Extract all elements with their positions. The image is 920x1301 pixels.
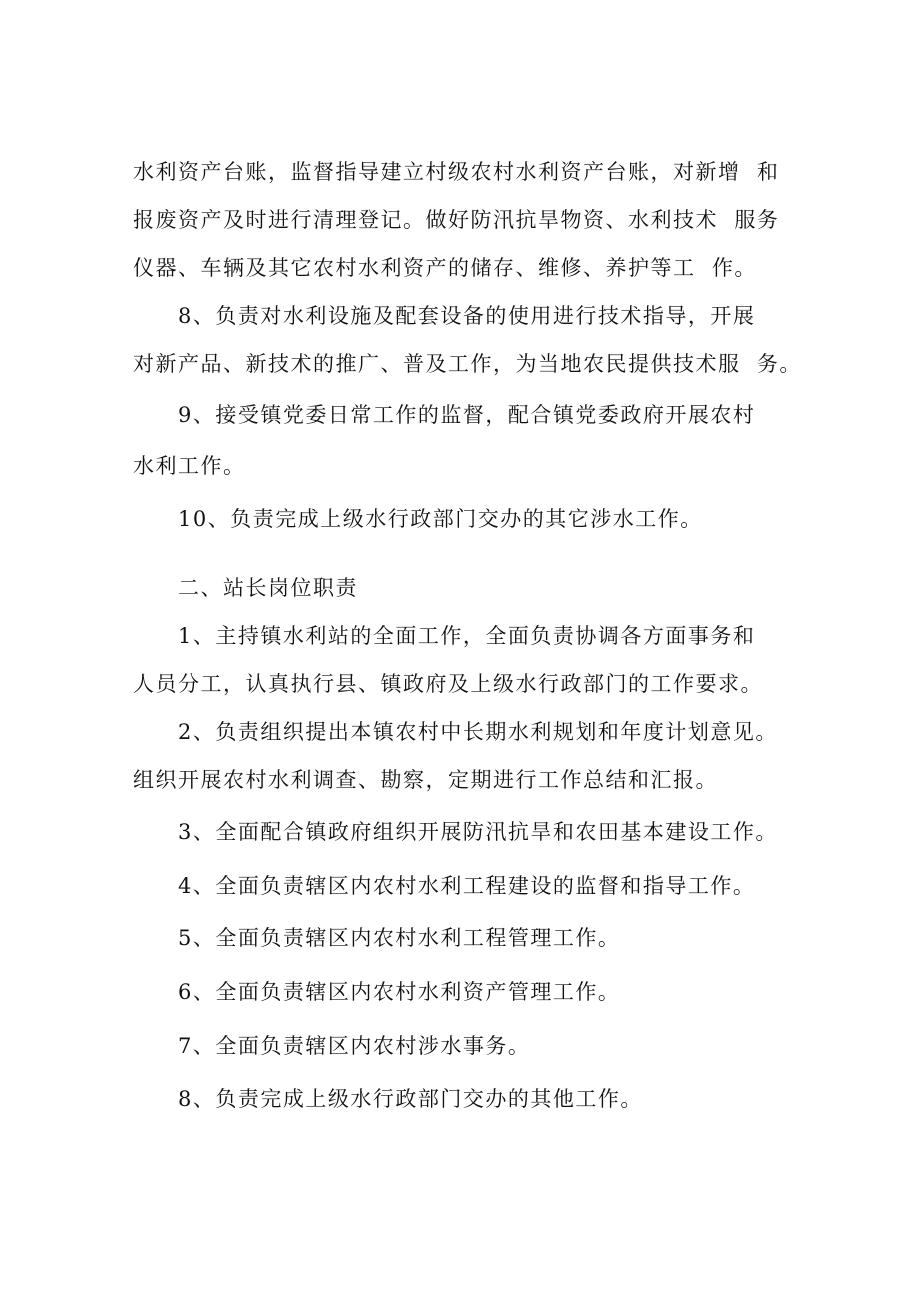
text-line-13: 组织开展农村水利调查、勘察，定期进行工作总结和汇报。 [133, 768, 718, 792]
text-line-17: 6、全面负责辖区内农村水利资产管理工作。 [178, 980, 621, 1004]
text-line-12: 2、负责组织提出本镇农村中长期水利规划和年度计划意见。 [178, 720, 778, 744]
text-line-16: 5、全面负责辖区内农村水利工程管理工作。 [178, 926, 621, 950]
text-line-7: 水利工作。 [133, 454, 246, 478]
text-line-8: 10、负责完成上级水行政部门交办的其它涉水工作。 [178, 507, 703, 531]
text-line-2: 报废资产及时进行清理登记。做好防汛抗旱物资、水利技术 服务 [133, 208, 780, 232]
text-line-1: 水利资产台账，监督指导建立村级农村水利资产台账，对新增 和 [133, 160, 780, 184]
text-line-18: 7、全面负责辖区内农村涉水事务。 [178, 1034, 531, 1058]
text-line-4: 8、负责对水利设施及配套设备的使用进行技术指导，开展 [178, 304, 756, 328]
text-line-3: 仪器、车辆及其它农村水利资产的储存、维修、养护等工 作。 [133, 256, 757, 280]
text-line-14: 3、全面配合镇政府组织开展防汛抗旱和农田基本建设工作。 [178, 820, 778, 844]
text-line-6: 9、接受镇党委日常工作的监督，配合镇党委政府开展农村 [178, 403, 756, 427]
text-line-15: 4、全面负责辖区内农村水利工程建设的监督和指导工作。 [178, 874, 756, 898]
text-line-10: 1、主持镇水利站的全面工作，全面负责协调各方面事务和 [178, 624, 756, 648]
section-heading: 二、站长岗位职责 [178, 576, 358, 600]
text-line-11: 人员分工，认真执行县、镇政府及上级水行政部门的工作要求。 [133, 672, 763, 696]
text-line-5: 对新产品、新技术的推广、普及工作，为当地农民提供技术服 务。 [133, 352, 802, 376]
text-line-19: 8、负责完成上级水行政部门交办的其他工作。 [178, 1087, 643, 1111]
